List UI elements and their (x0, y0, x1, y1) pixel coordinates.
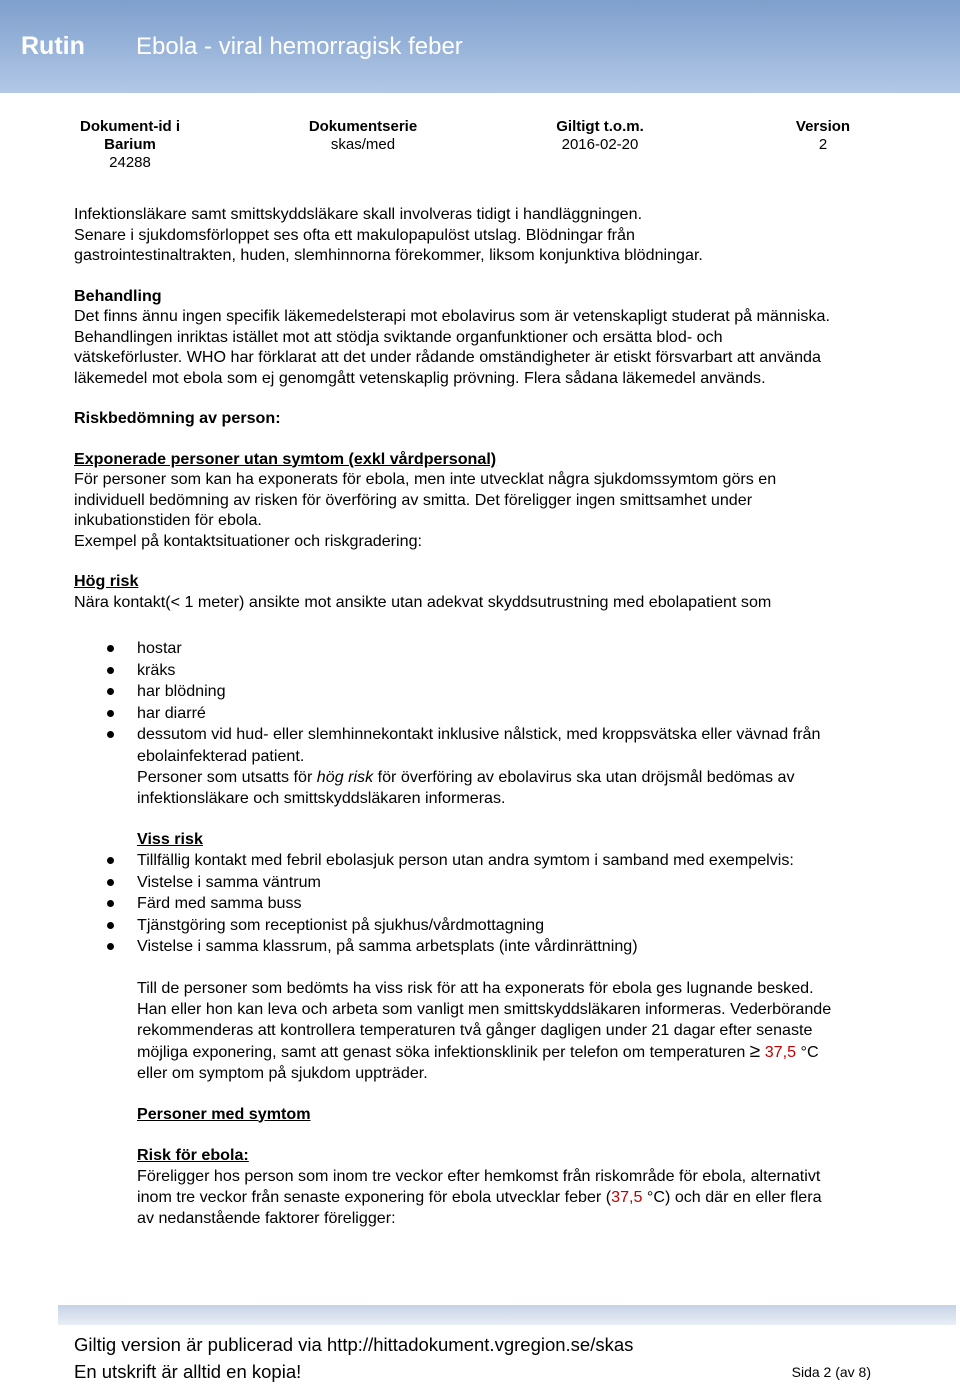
note-text: Till de personer som bedömts ha viss risk för att ha exponerats för ebola ges lugnande besked. Han eller hon kan leva och arbeta som vanligt men smittskyddsläkaren informeras. Vederbörande rekommenderas att kontrollera temperaturen två gånger dagligen under 21 dagar efter senaste möjliga exponering, samt att genast söka infektionsklinik per telefon om temperaturen (137, 978, 832, 1061)
note-text: °C eller om symptom på sjukdom uppträder. (137, 1042, 819, 1082)
meta-series (303, 118, 423, 154)
footer-copy-note: En utskrift är alltid en kopia! (74, 1361, 302, 1382)
document-body (74, 204, 834, 1229)
meta-doc-id (56, 118, 204, 172)
list-item: kräks (74, 660, 834, 682)
some-risk-heading: Viss risk (137, 830, 203, 848)
temperature-value: 37,5 (611, 1187, 643, 1206)
note-text: Föreligger hos person som inom tre veckor efter hemkomst från riskområde för ebola, alternativt inom tre veckor från senaste exponering för ebola utvecklar feber ( (137, 1166, 821, 1206)
note-text: för överföring av ebolavirus ska utan dröjsmål bedömas av infektionsläkare och smittskyddsläkaren informeras. (137, 768, 795, 807)
footer-validity: Giltig version är publicerad via http://hittadokument.vgregion.se/skas (74, 1334, 634, 1355)
temperature-value: 37,5 (764, 1042, 797, 1061)
meta-label: Version (795, 118, 851, 135)
meta-version (780, 118, 866, 154)
high-risk-text: Nära kontakt(< 1 meter) ansikte mot ansikte utan adekvat skyddsutrustning med ebolapatient som (74, 592, 772, 611)
high-risk-heading: Hög risk (74, 572, 139, 590)
intro-line: gastrointestinaltrakten, huden, slemhinnorna förekommer, liksom konjunktiva blödningar. (74, 246, 703, 264)
list-item: har diarré (74, 703, 834, 725)
meta-value: 2016-02-20 (561, 136, 639, 153)
meta-value: skas/med (330, 136, 396, 153)
doc-type: Rutin (21, 32, 85, 60)
header-banner (0, 0, 960, 93)
high-risk-list (74, 638, 834, 767)
exposed-heading: Exponerade personer utan symtom (exkl vårdpersonal) (74, 449, 497, 468)
ebola-risk-text (74, 1166, 834, 1229)
behandling-text: Det finns ännu ingen specifik läkemedelsterapi mot ebolavirus som är vetenskapligt studerat på människa. Behandlingen inriktas istället mot att stödja sviktande organfunktioner och ersätta blod- och vätskeförluster. WHO har förklarat att det under rådande omständigheter är etiskt försvarbart att använda läkemedel mot ebola som ej genomgått vetenskaplig prövning. Flera sådana läkemedel används. (74, 307, 830, 387)
high-risk-note (74, 767, 834, 809)
list-item: har blödning (74, 681, 834, 703)
list-item: hostar (74, 638, 834, 660)
list-item: Färd med samma buss (74, 893, 834, 915)
ge-symbol: ≥ (749, 1040, 761, 1062)
note-emphasis: hög risk (316, 768, 374, 786)
meta-label: Dokument-id i Barium (80, 118, 180, 153)
some-risk-list (74, 850, 834, 958)
meta-label: Dokumentserie (308, 118, 418, 135)
risk-heading: Riskbedömning av person: (74, 409, 281, 427)
behandling-heading: Behandling (74, 286, 162, 305)
list-item: dessutom vid hud- eller slemhinnekontakt inklusive nålstick, med kroppsvätska eller vävnad från ebolainfekterad patient. (74, 724, 834, 767)
list-item: Vistelse i samma klassrum, på samma arbetsplats (inte vårdinrättning) (74, 936, 834, 958)
note-text: °C) och där en eller flera av nedanstående faktorer föreligger: (137, 1187, 822, 1227)
list-item: Tjänstgöring som receptionist på sjukhus/vårdmottagning (74, 915, 834, 937)
intro-line: Infektionsläkare samt smittskyddsläkare skall involveras tidigt i handläggningen. (74, 205, 643, 223)
note-text: Personer som utsatts för (137, 768, 317, 786)
footer-divider (58, 1305, 956, 1325)
ebola-risk-heading: Risk för ebola: (137, 1145, 249, 1164)
example-text: Exempel på kontaktsituationer och riskgradering: (74, 531, 422, 550)
page-number: Sida 2 (av 8) (791, 1364, 871, 1380)
meta-label: Giltigt t.o.m. (556, 118, 644, 135)
exposed-text: För personer som kan ha exponerats för ebola, men inte utvecklat några sjukdomssymtom görs en individuell bedömning av risken för överföring av smitta. Det föreligger ingen smittsamhet under inkubationstiden för ebola. (74, 470, 777, 529)
doc-title: Ebola - viral hemorragisk feber (136, 33, 463, 60)
meta-valid-until (540, 118, 660, 154)
list-item: Tillfällig kontakt med febril ebolasjuk person utan andra symtom i samband med exempelvis: (74, 850, 834, 872)
meta-value: 24288 (109, 154, 151, 171)
some-risk-note (74, 978, 834, 1084)
list-item: Vistelse i samma väntrum (74, 872, 834, 894)
symptom-heading: Personer med symtom (137, 1104, 311, 1123)
meta-value: 2 (818, 136, 828, 153)
intro-line: Senare i sjukdomsförloppet ses ofta ett makulopapulöst utslag. Blödningar från (74, 225, 635, 244)
